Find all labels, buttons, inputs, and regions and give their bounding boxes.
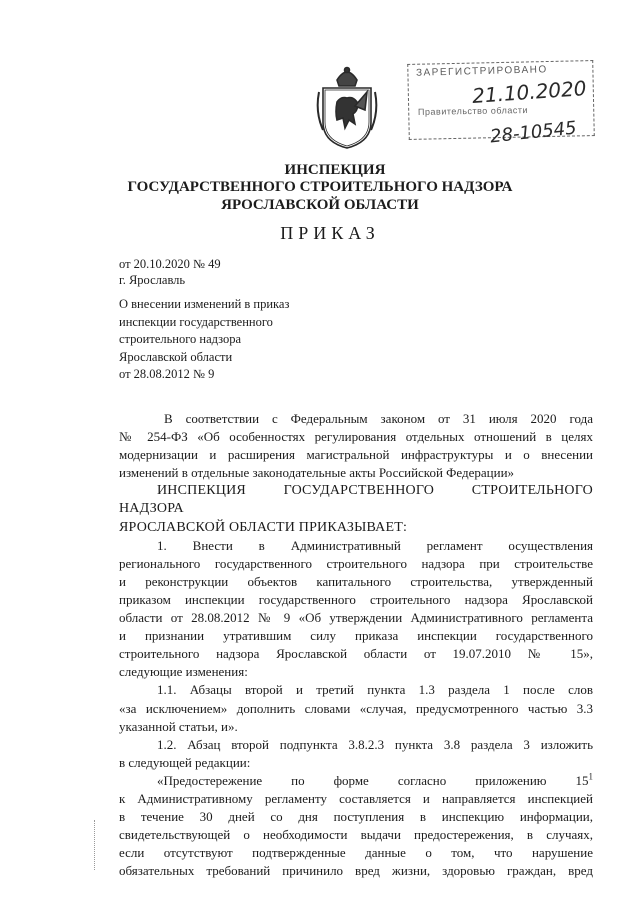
body-heading-line: ЯРОСЛАВСКОЙ ОБЛАСТИ ПРИКАЗЫВАЕТ: — [119, 519, 408, 535]
body-line: 1.1. Абзацы второй и третий пункта 1.3 раздела 1 после слов — [157, 682, 593, 698]
body-line: строительного надзора Ярославской области от 19.07.2010 № 15», — [119, 646, 593, 662]
document-type-title: ПРИКАЗ — [280, 223, 380, 243]
body-line: модернизации и расширения магистральной инфраструктуры и о внесении — [119, 447, 593, 463]
body-line: свидетельствующей о необходимости выдачи предостережения, в случаях, — [119, 827, 593, 843]
body-line: обязательных требований причинило вред жизни, здоровью граждан, вред — [119, 863, 593, 879]
order-city: г. Ярославль — [119, 273, 186, 287]
stamp-number: 28-10545 — [489, 117, 578, 148]
body-line: регионального государственного строительного надзора при строительстве — [119, 555, 593, 571]
margin-scan-mark — [94, 820, 96, 870]
body-line: 1. Внести в Административный регламент осуществления — [157, 537, 593, 553]
body-line: указанной статьи, и». — [119, 718, 238, 734]
stamp-date: 21.10.2020 — [471, 76, 588, 108]
body-line: и реконструкции объектов капитального строительства, утвержденный — [119, 573, 593, 589]
body-line: следующие изменения: — [119, 664, 248, 680]
stamp-org-line: ЗАРЕГИСТРИРОВАНО — [415, 64, 548, 79]
org-line-3: ЯРОСЛАВСКОЙ ОБЛАСТИ — [221, 197, 419, 213]
body-line: если отсутствуют подтвержденные данные о том, что нарушение — [119, 845, 593, 861]
body-line: в следующей редакции: — [119, 754, 251, 770]
quote-line-first — [119, 772, 593, 790]
org-line-2: ГОСУДАРСТВЕННОГО СТРОИТЕЛЬНОГО НАДЗОРА — [127, 179, 513, 195]
stamp-sub-line: Правительство области — [417, 105, 529, 117]
subject-line: от 28.08.2012 № 9 — [119, 367, 215, 381]
coat-of-arms-emblem — [315, 62, 379, 152]
quote-text: «Предостережение по форме согласно приложению 15 — [157, 772, 589, 788]
order-subject — [119, 296, 289, 384]
body-line: области от 28.08.2012 № 9 «Об утверждении Административного регламента — [119, 610, 593, 626]
body-line: к Административному регламенту составляется и направляется инспекцией — [119, 790, 593, 806]
body-line: 1.2. Абзац второй подпункта 3.8.2.3 пункта 3.8 раздела 3 изложить — [157, 736, 593, 752]
order-date-number: от 20.10.2020 № 49 — [119, 257, 221, 271]
org-line-1: ИНСПЕКЦИЯ — [284, 162, 386, 178]
registration-stamp — [404, 58, 596, 150]
body-line: «за исключением» дополнить словами «случая, предусмотренного частью 3.3 — [119, 700, 593, 716]
body-line: В соответствии с Федеральным законом от 31 июля 2020 года — [164, 411, 593, 426]
subject-line: инспекции государственного — [119, 314, 273, 329]
subject-line: строительного надзора — [119, 332, 242, 346]
body-line: № 254-ФЗ «Об особенностях регулирования отдельных отношений в целях — [119, 429, 593, 445]
body-line: и признании утратившим силу приказа инспекции государственного — [119, 628, 593, 644]
body-line: приказом инспекции государственного строительного надзора Ярославской — [119, 591, 593, 607]
quote-superscript: 1 — [588, 771, 593, 782]
subject-line: О внесении изменений в приказ — [119, 297, 290, 311]
order-body — [119, 410, 593, 880]
body-line: в течение 30 дней со дня поступления в инспекцию информации, — [119, 809, 593, 825]
subject-line: Ярославской области — [119, 349, 233, 364]
body-line: изменений в отдельные законодательные акты Российской Федерации» — [119, 465, 515, 481]
body-heading-line: ИНСПЕКЦИЯ ГОСУДАРСТВЕННОГО СТРОИТЕЛЬНОГО НАДЗОРА — [119, 483, 593, 517]
